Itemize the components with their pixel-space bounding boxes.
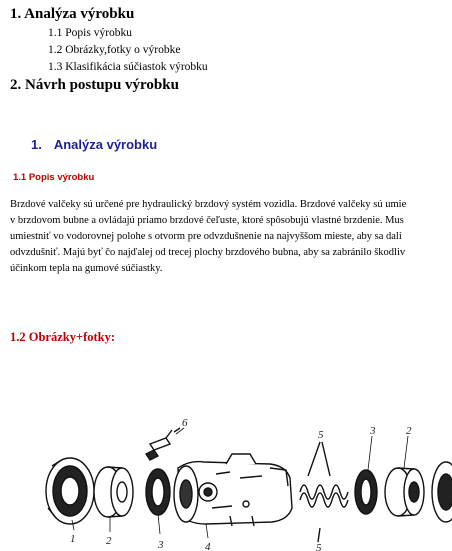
toc-item-1-2: 1.2 Obrázky,fotky o výrobke <box>48 44 181 56</box>
subsection-heading-popis: 1.1 Popis výrobku <box>13 172 95 183</box>
toc-item-2: 2. Návrh postupu výrobku <box>10 77 179 93</box>
part-piston <box>94 467 133 517</box>
part-bleeder-screw <box>146 428 180 460</box>
exploded-view-drawing <box>0 408 452 551</box>
part-dust-cap <box>46 458 94 524</box>
callout-number: 2 <box>106 535 112 547</box>
paragraph-line: umiestniť vo vodorovnej polohe s otvorm pre odvzdušnenie na najvyššom mieste, aby sa dali <box>10 231 402 242</box>
paragraph-line: odvzdušniť. Majú byť čo najďalej od trecej plochy brzdového bubna, aby sa zabránilo škodliv <box>10 247 406 258</box>
section-title: Analýza výrobku <box>53 137 158 152</box>
brake-cylinder-drawing <box>0 408 452 551</box>
part-dust-cap-right <box>432 462 452 522</box>
callout-number: 5 <box>318 429 324 441</box>
toc-item-1-1: 1.1 Popis výrobku <box>48 27 133 39</box>
part-seal-left <box>146 469 170 515</box>
callout-number: 4 <box>205 541 211 551</box>
section-heading <box>31 137 157 152</box>
callout-number: 5 <box>316 542 322 551</box>
callout-number: 2 <box>406 425 412 437</box>
description-paragraph <box>10 197 452 277</box>
callout-number: 3 <box>370 425 376 437</box>
toc-item-1: 1. Analýza výrobku <box>10 6 135 22</box>
part-spring <box>300 442 348 542</box>
toc-item-1-3: 1.3 Klasifikácia súčiastok výrobku <box>48 61 208 73</box>
callout-number: 6 <box>182 417 188 429</box>
part-seal-right <box>355 470 377 514</box>
part-cylinder-body <box>174 454 292 526</box>
paragraph-line: účinkom tepla na gumové súčiastky. <box>10 263 163 274</box>
callout-number: 3 <box>158 539 164 551</box>
paragraph-line: Brzdové valčeky sú určené pre hydraulický brzdový systém vozidla. Brzdové valčeky sú umie <box>10 199 407 210</box>
paragraph-line: v brzdovom bubne a ovládajú priamo brzdové čeľuste, ktoré spôsobujú vlastné brzdenie. Mus <box>10 215 404 226</box>
subsection-heading-obrazky: 1.2 Obrázky+fotky: <box>10 330 116 344</box>
part-piston-right <box>385 468 424 516</box>
callout-number: 1 <box>70 533 76 545</box>
section-number: 1. <box>31 137 42 152</box>
